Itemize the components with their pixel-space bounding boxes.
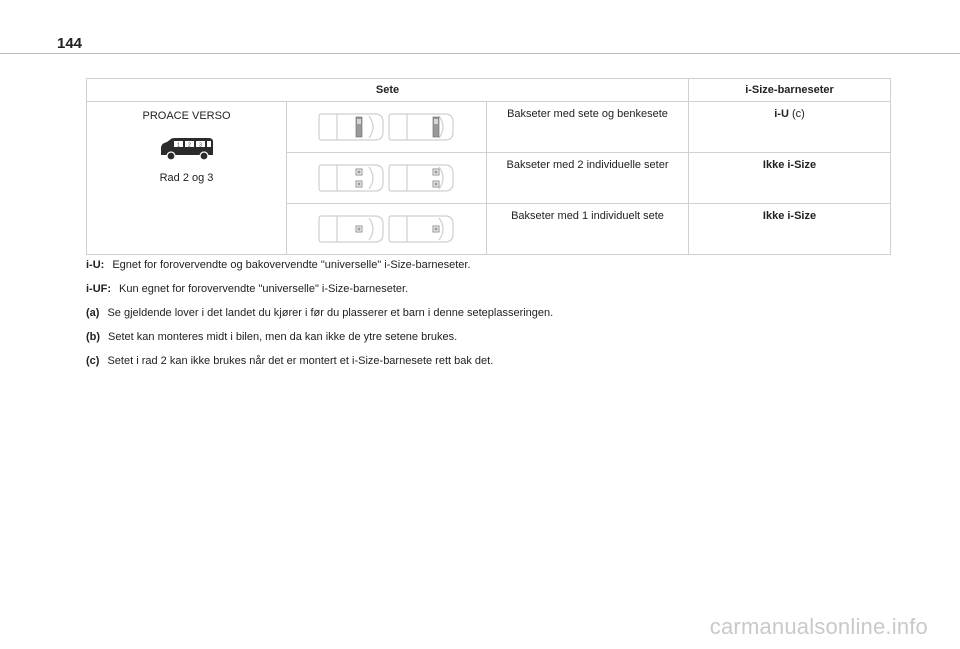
page-number: 144 (57, 35, 83, 52)
footnote-text: Egnet for forovervendte og bakovervendte "universelle" i-Size-barneseter. (112, 259, 471, 271)
header-isize: i-Size-barneseter (689, 79, 891, 102)
header-seat: Sete (87, 79, 689, 102)
footnote-key: (b) (86, 331, 101, 343)
footnote (86, 330, 906, 354)
seat-description-cell (487, 204, 689, 255)
isize-value (689, 153, 890, 171)
isize-value-bold: Ikke i-Size (762, 159, 817, 171)
footnote-key: i-UF: (86, 283, 112, 295)
footnote (86, 306, 906, 330)
footnote-key: (c) (86, 355, 100, 367)
footnote-text: Setet kan monteres midt i bilen, men da kan ikke de ytre setene brukes. (108, 331, 458, 343)
table-row (87, 102, 891, 153)
seat-diagram-cell (287, 204, 487, 255)
footnote-text: Kun egnet for forovervendte "universelle" i-Size-barneseter. (119, 283, 409, 295)
seat-description: Bakseter med sete og benkesete (507, 108, 668, 120)
svg-text:2: 2 (187, 142, 191, 149)
isize-value-suffix: (c) (788, 108, 805, 120)
seat-description: Bakseter med 1 individuelt sete (511, 210, 664, 222)
watermark: carmanualsonline.info (709, 614, 928, 639)
seat-layout-bench-icon (317, 110, 457, 144)
footnote-text: Setet i rad 2 kan ikke brukes når det er montert et i-Size-barnesete rett bak det. (107, 355, 494, 367)
seat-description: Bakseter med 2 individuelle seter (506, 159, 669, 171)
seat-table (86, 78, 891, 255)
footnote (86, 354, 906, 378)
footnote-key: (a) (86, 307, 100, 319)
seat-description-cell (487, 102, 689, 153)
seat-diagram-cell (287, 102, 487, 153)
vehicle-name: PROACE VERSO (142, 110, 231, 122)
footnote (86, 282, 906, 306)
svg-text:1: 1 (176, 142, 180, 149)
footnotes (86, 258, 906, 378)
footnote-key: i-U: (86, 259, 105, 271)
isize-cell (689, 204, 891, 255)
table-header-row (87, 79, 891, 102)
seat-layout-two-seats-icon (317, 161, 457, 195)
isize-cell (689, 102, 891, 153)
isize-value (689, 204, 890, 222)
header-divider (0, 53, 960, 54)
van-icon (157, 136, 217, 162)
seat-layout-one-seat-icon (317, 212, 457, 246)
footnote-text: Se gjeldende lover i det landet du kjører i før du plasserer et barn i denne seteplasseringen. (107, 307, 554, 319)
footnote (86, 258, 906, 282)
svg-text:3: 3 (198, 142, 202, 149)
isize-cell (689, 153, 891, 204)
seat-description-cell (487, 153, 689, 204)
isize-value-bold: i-U (774, 108, 789, 120)
seat-diagram-cell (287, 153, 487, 204)
vehicle-cell (87, 102, 287, 255)
vehicle-row-label: Rad 2 og 3 (159, 172, 214, 184)
isize-value-bold: Ikke i-Size (762, 210, 817, 222)
isize-value (689, 102, 890, 120)
